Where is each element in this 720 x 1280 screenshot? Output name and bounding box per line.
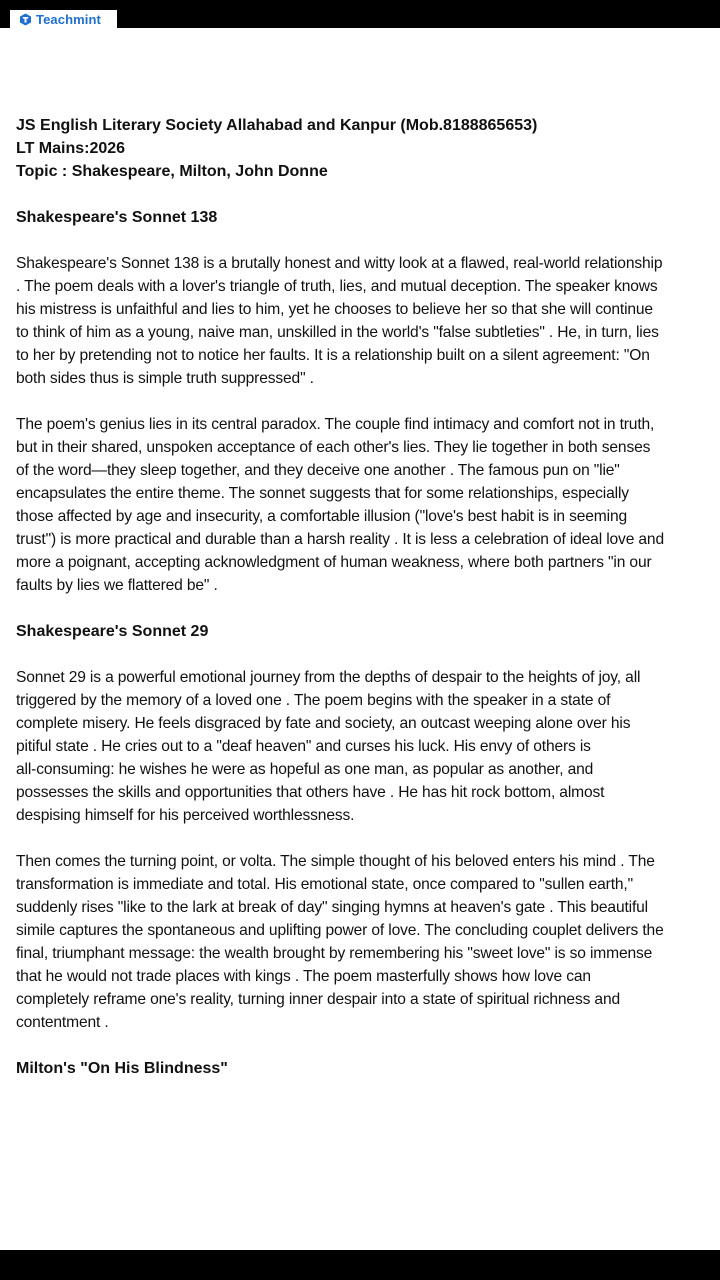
paragraph xyxy=(16,252,716,390)
paragraph-line: to think of him as a young, naive man, unskilled in the world's "false subtleties" . He, in turn, lies xyxy=(16,324,659,341)
paragraph-line: despising himself for his perceived worthlessness. xyxy=(16,807,355,824)
section-title: Shakespeare's Sonnet 29 xyxy=(16,623,209,640)
paragraph-line: of the word—they sleep together, and they deceive one another . The famous pun on "lie" xyxy=(16,462,620,479)
paragraph-line: . The poem deals with a lover's triangle of truth, lies, and mutual deception. The speaker knows xyxy=(16,278,658,295)
brand-name: Teachmint xyxy=(36,11,101,27)
paragraph-line: Shakespeare's Sonnet 138 is a brutally honest and witty look at a flawed, real-world relationship xyxy=(16,255,663,272)
paragraph-line: The poem's genius lies in its central paradox. The couple find intimacy and comfort not in truth, xyxy=(16,416,655,433)
paragraph-line: possesses the skills and opportunities that others have . He has hit rock bottom, almost xyxy=(16,784,605,801)
paragraph-line: simile captures the spontaneous and uplifting power of love. The concluding couplet delivers the xyxy=(16,922,664,939)
header-line: JS English Literary Society Allahabad and Kanpur (Mob.8188865653) xyxy=(16,117,538,134)
paragraph-line: to her by pretending not to notice her faults. It is a relationship built on a silent agreement: "On xyxy=(16,347,650,364)
document-header xyxy=(16,114,716,183)
section-title: Milton's "On His Blindness" xyxy=(16,1060,228,1077)
paragraph-line: but in their shared, unspoken acceptance of each other's lies. They lie together in both senses xyxy=(16,439,651,456)
paragraph-line: both sides thus is simple truth suppressed" . xyxy=(16,370,314,387)
paragraph-line: triggered by the memory of a loved one . The poem begins with the speaker in a state of xyxy=(16,692,611,709)
paragraph-line: his mistress is unfaithful and lies to him, yet he chooses to believe her so that she will continue xyxy=(16,301,653,318)
paragraph-line: trust") is more practical and durable than a harsh reality . It is less a celebration of ideal love and xyxy=(16,531,664,548)
paragraph xyxy=(16,850,716,1034)
top-status-bar xyxy=(0,0,720,28)
paragraph xyxy=(16,413,716,597)
paragraph-line: transformation is immediate and total. His emotional state, once compared to "sullen earth," xyxy=(16,876,634,893)
paragraph-line: faults by lies we flattered be" . xyxy=(16,577,218,594)
header-line: Topic : Shakespeare, Milton, John Donne xyxy=(16,163,328,180)
paragraph-line: complete misery. He feels disgraced by fate and society, an outcast weeping alone over his xyxy=(16,715,631,732)
paragraph-line: final, triumphant message: the wealth brought by remembering his "sweet love" is so immense xyxy=(16,945,653,962)
paragraph-line: Sonnet 29 is a powerful emotional journey from the depths of despair to the heights of joy, all xyxy=(16,669,641,686)
paragraph xyxy=(16,666,716,827)
paragraph-line: Then comes the turning point, or volta. The simple thought of his beloved enters his mind . The xyxy=(16,853,655,870)
document-sections xyxy=(16,206,716,1080)
paragraph-line: all-consuming: he wishes he were as hopeful as one man, as popular as another, and xyxy=(16,761,594,778)
paragraph-line: those affected by age and insecurity, a comfortable illusion ("love's best habit is in seeming xyxy=(16,508,627,525)
section-title: Shakespeare's Sonnet 138 xyxy=(16,209,218,226)
teachmint-logo-icon xyxy=(19,13,32,26)
paragraph-line: contentment . xyxy=(16,1014,109,1031)
paragraph-line: pitiful state . He cries out to a "deaf heaven" and curses his luck. His envy of others is xyxy=(16,738,591,755)
header-line: LT Mains:2026 xyxy=(16,140,126,157)
teachmint-watermark xyxy=(10,10,117,28)
paragraph-line: that he would not trade places with kings . The poem masterfully shows how love can xyxy=(16,968,591,985)
paragraph-line: more a poignant, accepting acknowledgment of human weakness, where both partners "in our xyxy=(16,554,652,571)
bottom-bar xyxy=(0,1250,720,1280)
paragraph-line: encapsulates the entire theme. The sonnet suggests that for some relationships, especially xyxy=(16,485,629,502)
paragraph-line: completely reframe one's reality, turning inner despair into a state of spiritual richness and xyxy=(16,991,620,1008)
document-content xyxy=(16,114,716,1103)
paragraph-line: suddenly rises "like to the lark at break of day" singing hymns at heaven's gate . This beautiful xyxy=(16,899,648,916)
